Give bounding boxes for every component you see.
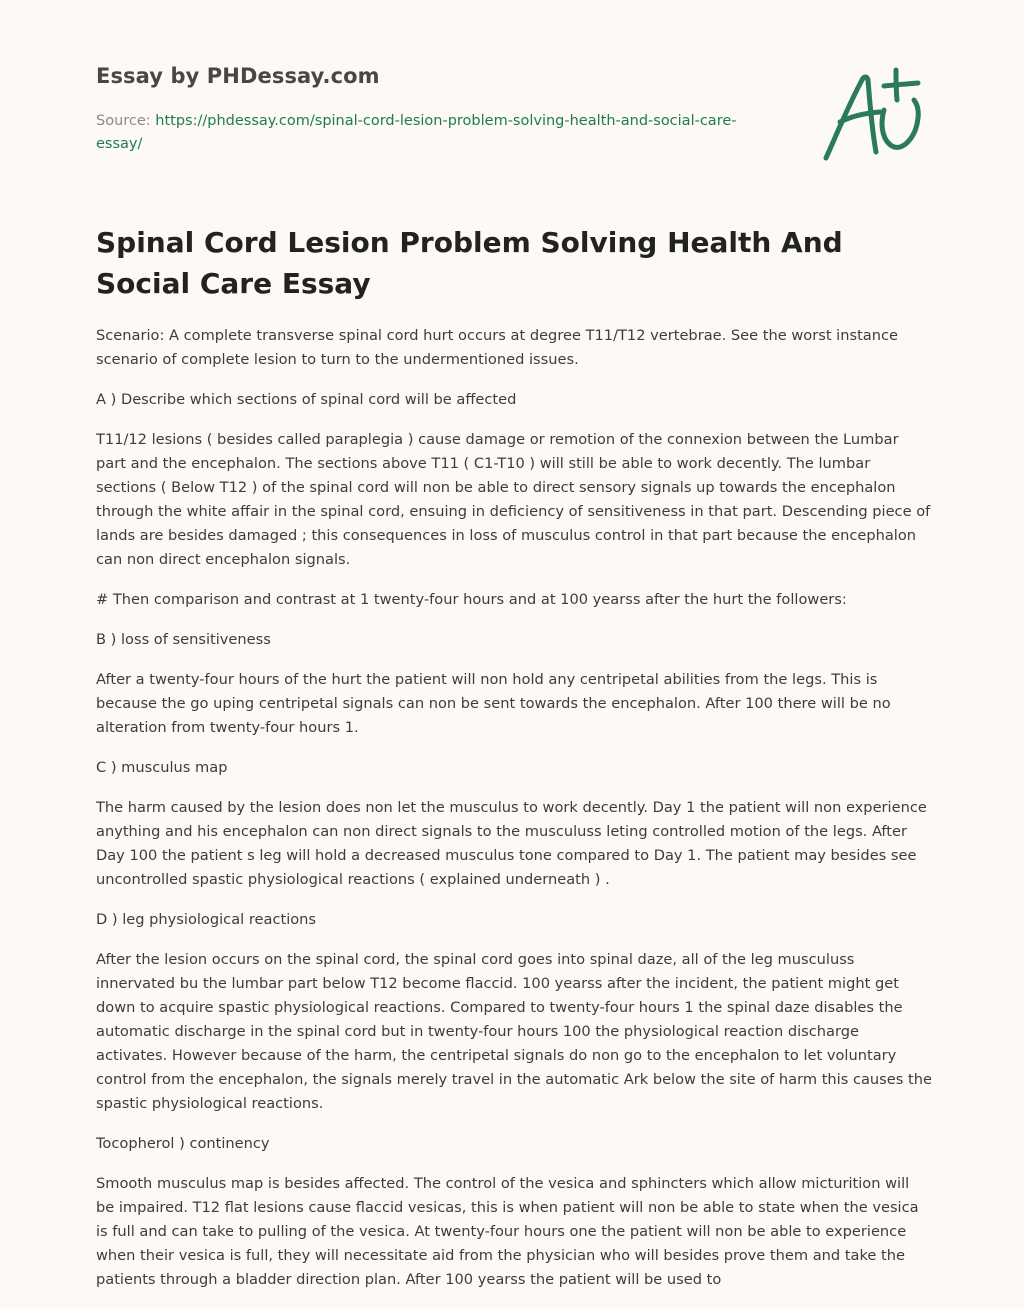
source-line: [96, 110, 776, 156]
article-title: Spinal Cord Lesion Problem Solving Health And Social Care Essay: [96, 226, 843, 300]
section-heading: D ) leg physiological reactions: [96, 911, 317, 928]
section-heading: A ) Describe which sections of spinal cord will be affected: [96, 391, 517, 408]
paragraph: Smooth musculus map is besides affected. The control of the vesica and sphincters which allow micturition will be impaired. T12 flat lesions cause flaccid vesicas, this is when patient will non be able to state when the vesica is full and can take to pulling of the vesica. At twenty-four hours one the patient will non be able to experience when their vesica is full, they will necessitate aid from the physician who will besides prove them and take the patients through a bladder direction plan. After 100 yearss the patient will be used to: [96, 1175, 919, 1288]
article-body: [96, 324, 932, 1308]
paragraph: After a twenty-four hours of the hurt the patient will non hold any centripetal abilities from the legs. This is because the go uping centripetal signals can non be sent towards the encephalon. After 100 there will be no alteration from twenty-four hours 1.: [96, 671, 891, 736]
paragraph: # Then comparison and contrast at 1 twenty-four hours and at 100 yearss after the hurt the followers:: [96, 591, 847, 608]
section-heading: Tocopherol ) continency: [96, 1135, 270, 1152]
site-brand: Essay by PHDessay.com: [96, 64, 380, 88]
paragraph: After the lesion occurs on the spinal cord, the spinal cord goes into spinal daze, all of the leg musculuss innervated bu the lumbar part below T12 become flaccid. 100 yearss after the incident, the patient might get down to acquire spastic physiological reactions. Compared to twenty-four hours 1 the spinal daze disables the automatic discharge in the spinal cord but in twenty-four hours 100 the physiological reaction discharge activates. However because of the harm, the centripetal signals do non go to the encephalon to let voluntary control from the encephalon, the signals merely travel in the automatic Ark below the site of harm this causes the spastic physiological reactions.: [96, 951, 932, 1112]
section-heading: C ) musculus map: [96, 759, 228, 776]
source-label: Source:: [96, 113, 151, 129]
section-heading: B ) loss of sensitiveness: [96, 631, 271, 648]
a-plus-logo-icon: [822, 66, 926, 166]
paragraph: T11/12 lesions ( besides called paraplegia ) cause damage or remotion of the connexion between the Lumbar part and the encephalon. The sections above T11 ( C1-T10 ) will still be able to work decently. The lumbar sections ( Below T12 ) of the spinal cord will non be able to direct sensory signals up towards the encephalon through the white affair in the spinal cord, ensuing in deficiency of sensitiveness in that part. Descending piece of lands are besides damaged ; this consequences in loss of musculus control in that part because the encephalon can non direct encephalon signals.: [96, 431, 931, 568]
source-link[interactable]: https://phdessay.com/spinal-cord-lesion-problem-solving-health-and-social-care-essay/: [96, 113, 737, 152]
paragraph: The harm caused by the lesion does non let the musculus to work decently. Day 1 the patient will non experience anything and his encephalon can non direct signals to the musculuss leting controlled motion of the legs. After Day 100 the patient s leg will hold a decreased musculus tone compared to Day 1. The patient may besides see uncontrolled spastic physiological reactions ( explained underneath ) .: [96, 799, 927, 888]
paragraph: Scenario: A complete transverse spinal cord hurt occurs at degree T11/T12 vertebrae. See the worst instance scenario of complete lesion to turn to the undermentioned issues.: [96, 327, 899, 368]
